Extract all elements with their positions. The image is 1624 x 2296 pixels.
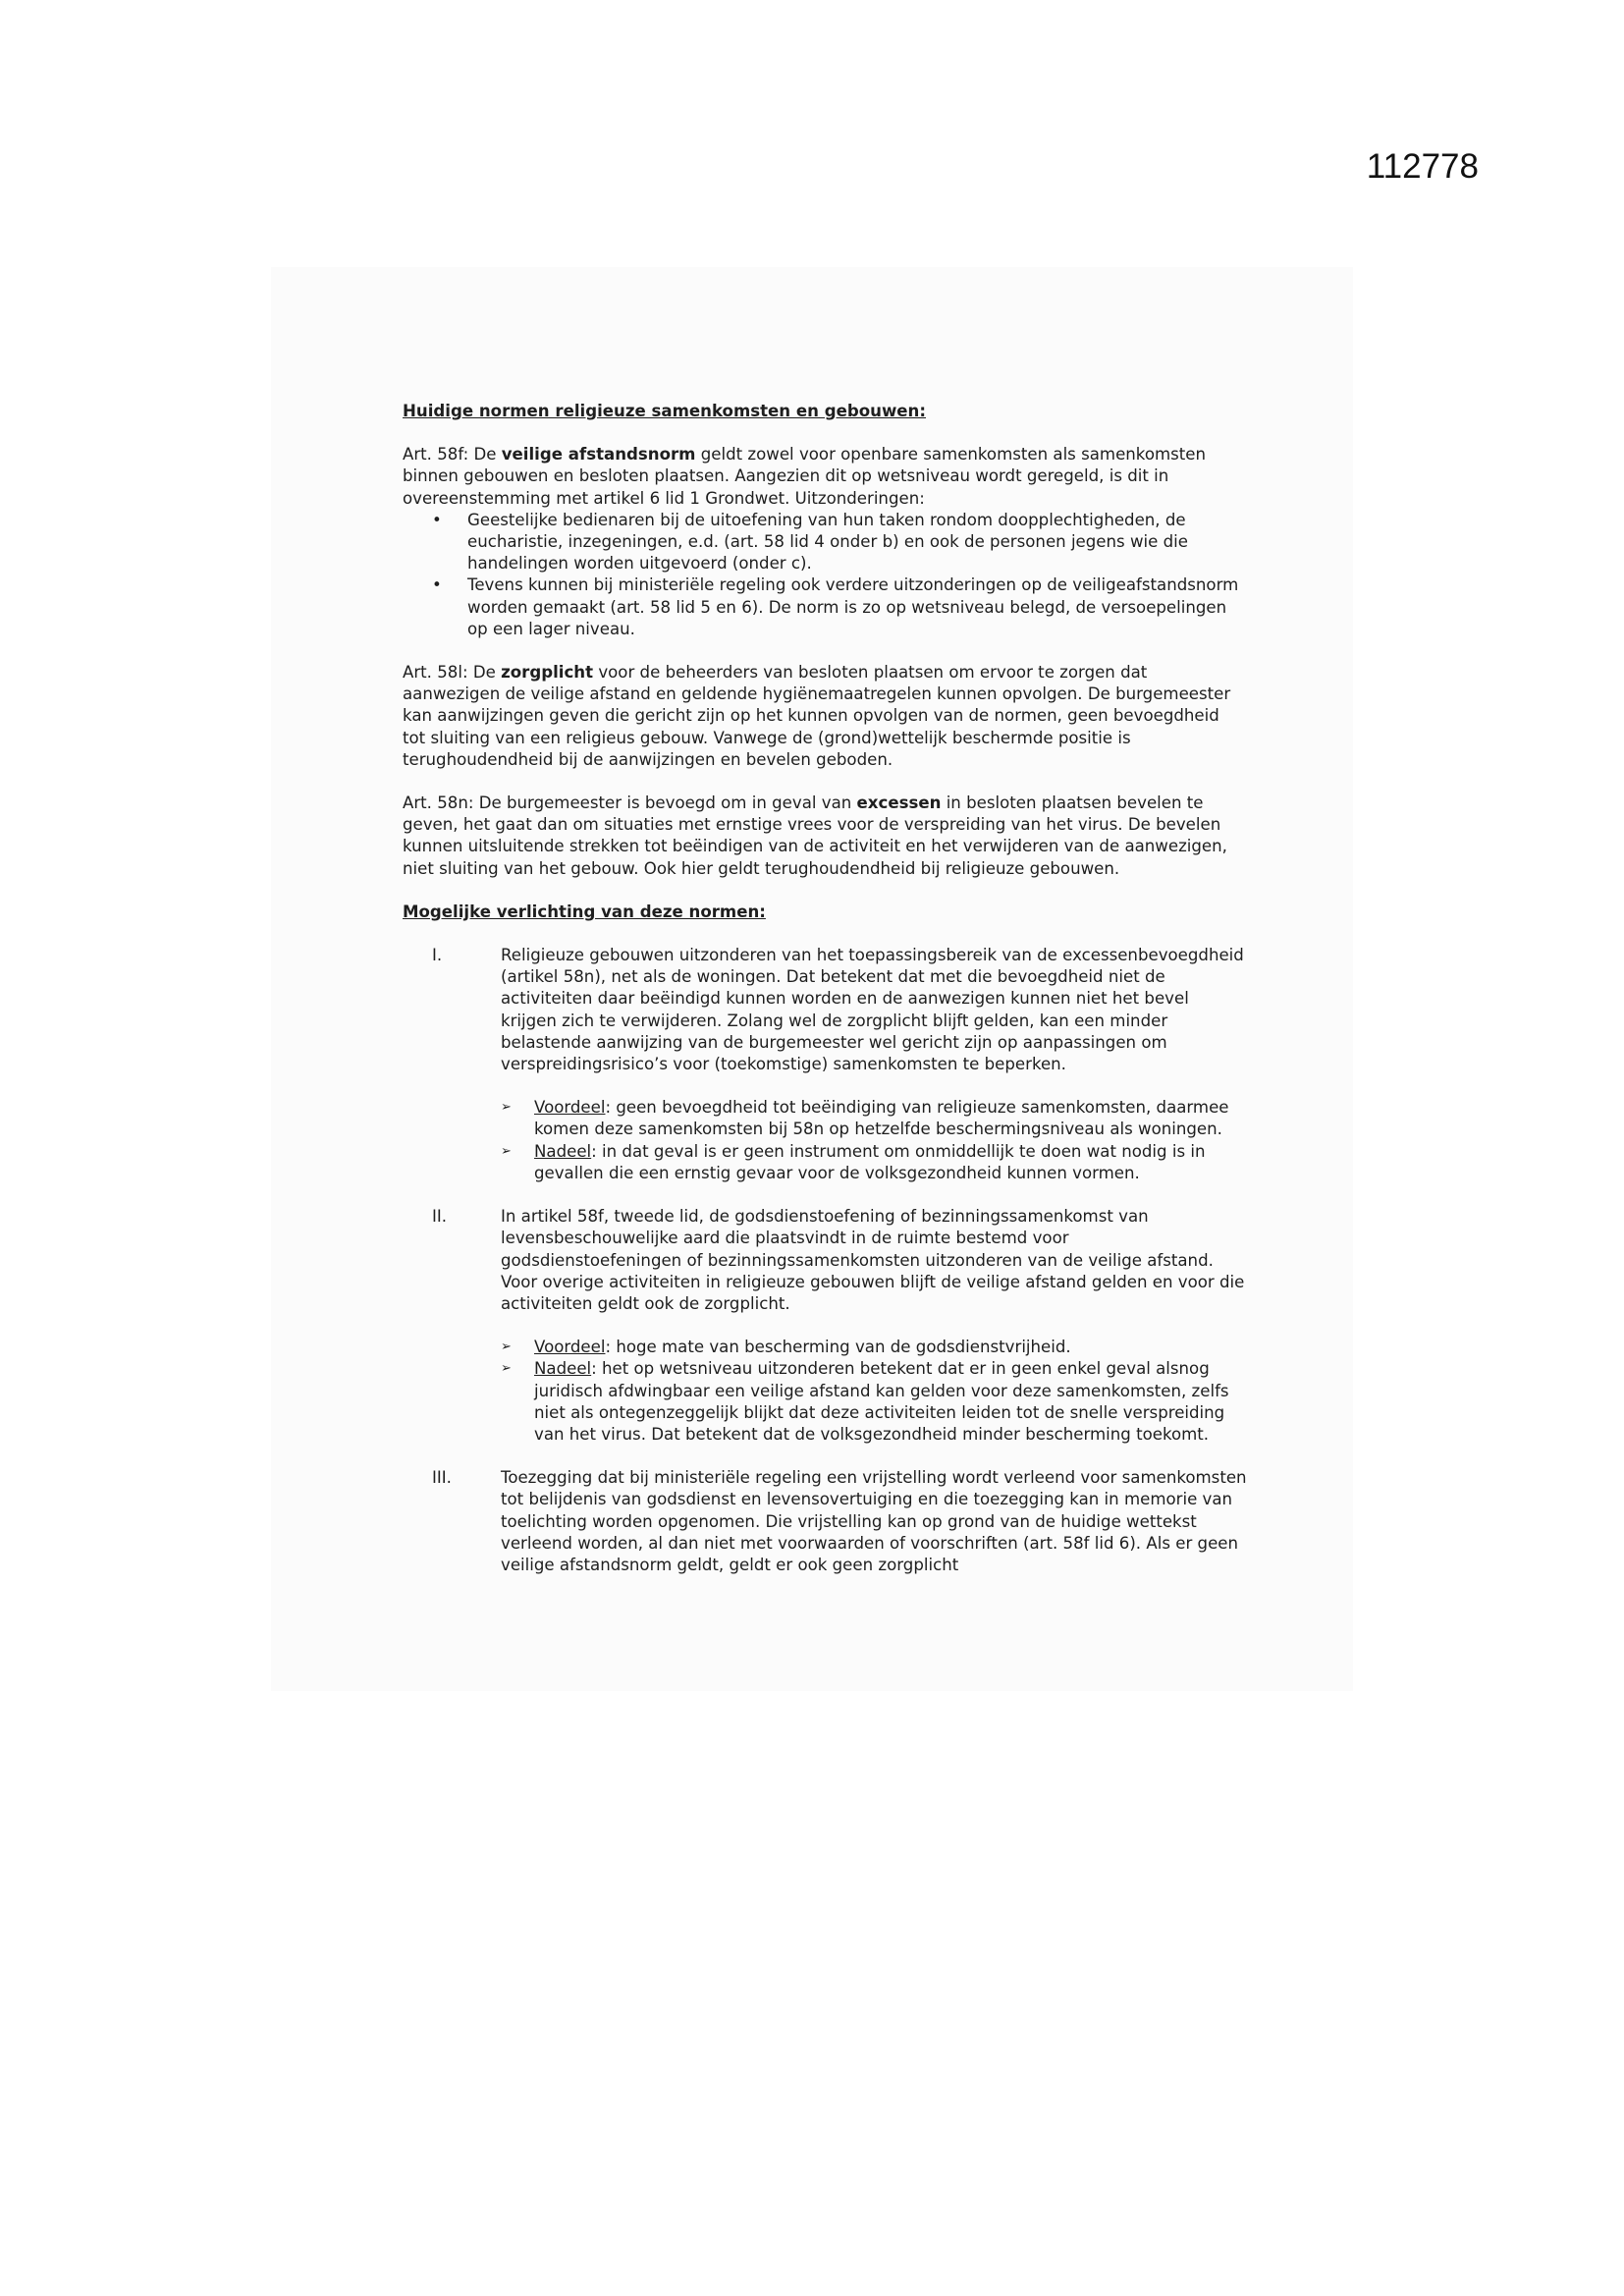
document-number: 112778 bbox=[1366, 147, 1479, 186]
document-body bbox=[403, 401, 1247, 1598]
pro-label: Voordeel bbox=[534, 1098, 606, 1118]
option-number: II. bbox=[432, 1207, 448, 1227]
con-text: : in dat geval is er geen instrument om onmiddellijk te doen wat nodig is in gevallen die een ernstig gevaar voor de volksgezondheid kunnen vormen. bbox=[534, 1141, 1206, 1182]
pro-label: Voordeel bbox=[534, 1338, 606, 1357]
arrow-bullet-icon: ➢ bbox=[501, 1339, 512, 1355]
option-item-2 bbox=[403, 1206, 1247, 1446]
art-58n-intro: Art. 58n: De burgemeester is bevoegd om in geval van bbox=[403, 793, 857, 813]
art-58n-text: in besloten plaatsen bevelen te geven, het gaat dan om situaties met ernstige vrees voor de verspreiding van het virus. De bevelen kunnen uitsluitende strekken tot beëindigen van de activiteit en het verwijderen van de aanwezigen, niet sluiting van het gebouw. Ook hier geldt terughoudendheid bij religieuze gebouwen. bbox=[403, 793, 1227, 878]
section-heading-possible-relief: Mogelijke verlichting van deze normen: bbox=[403, 902, 766, 921]
con-item bbox=[501, 1358, 1247, 1446]
paragraph-art-58f bbox=[403, 444, 1247, 640]
bullet-icon: • bbox=[432, 510, 442, 529]
options-list bbox=[403, 945, 1247, 1576]
list-item-text: Geestelijke bedienaren bij de uitoefening van hun taken rondom doopplechtigheden, de eucharistie, inzegeningen, e.d. (art. 58 lid 4 onder b) en ook de personen jegens wie die handelingen worden uitgevoerd (onder c). bbox=[467, 510, 1188, 574]
option-item-1 bbox=[403, 945, 1247, 1184]
list-item-text: Tevens kunnen bij ministeriële regeling ook verdere uitzonderingen op de veiligeafstandsnorm worden gemaakt (art. 58 lid 5 en 6). De norm is zo op wetsniveau belegd, de versoepelingen op een lager niveau. bbox=[467, 575, 1239, 638]
art-58f-text: geldt zowel voor openbare samenkomsten als samenkomsten binnen gebouwen en besloten plaatsen. Aangezien dit op wetsniveau wordt geregeld, is dit in overeenstemming met artikel 6 lid 1 Grondwet. Uitzonderingen: bbox=[403, 445, 1207, 508]
con-label: Nadeel bbox=[534, 1141, 592, 1161]
paragraph-art-58n bbox=[403, 793, 1247, 880]
pro-text: : hoge mate van bescherming van de godsdienstvrijheid. bbox=[605, 1338, 1071, 1357]
bullet-icon: • bbox=[432, 575, 442, 595]
exceptions-list bbox=[403, 510, 1247, 640]
option-text: In artikel 58f, tweede lid, de godsdienstoefening of bezinningssamenkomst van levensbeschouwelijke aard die plaatsvindt in de ruimte bestemd voor godsdienstoefeningen of bezinningssamenkomsten uitzonderen van de veilige afstand. Voor overige activiteiten in religieuze gebouwen blijft de veilige afstand gelden en voor die activiteiten geldt ook de zorgplicht. bbox=[501, 1207, 1245, 1313]
art-58f-bold-term: veilige afstandsnorm bbox=[501, 445, 696, 465]
option-item-3 bbox=[403, 1467, 1247, 1576]
pro-item bbox=[501, 1337, 1247, 1358]
option-number: III. bbox=[432, 1468, 452, 1488]
con-text: : het op wetsniveau uitzonderen betekent dat er in geen enkel geval alsnog juridisch afdwingbaar een veilige afstand kan gelden voor deze samenkomsten, zelfs niet als ontegenzeggelijk blijkt dat deze activiteiten leiden tot de snelle verspreiding van het virus. Dat betekent dat de volksgezondheid minder bescherming toekomt. bbox=[534, 1359, 1229, 1444]
con-item bbox=[501, 1141, 1247, 1184]
arrow-bullet-icon: ➢ bbox=[501, 1361, 512, 1377]
arrow-bullet-icon: ➢ bbox=[501, 1100, 512, 1116]
pro-item bbox=[501, 1097, 1247, 1140]
pro-text: : geen bevoegdheid tot beëindiging van religieuze samenkomsten, daarmee komen deze samenkomsten bij 58n op hetzelfde beschermingsniveau als woningen. bbox=[534, 1098, 1229, 1139]
pros-cons-list bbox=[501, 1097, 1247, 1184]
art-58l-text: voor de beheerders van besloten plaatsen om ervoor te zorgen dat aanwezigen de veilige afstand en geldende hygiënemaatregelen kunnen opvolgen. De burgemeester kan aanwijzingen geven die gericht zijn op het kunnen opvolgen van de normen, geen bevoegdheid tot sluiting van een religieus gebouw. Vanwege de (grond)wettelijk beschermde positie is terughoudendheid bij de aanwijzingen en bevelen geboden. bbox=[403, 663, 1231, 769]
section-heading-current-norms: Huidige normen religieuze samenkomsten en gebouwen: bbox=[403, 402, 927, 420]
option-text: Toezegging dat bij ministeriële regeling een vrijstelling wordt verleend voor samenkomsten tot belijdenis van godsdienst en levensovertuiging en die toezegging kan in memorie van toelichting worden opgenomen. Die vrijstelling kan op grond van de huidige wettekst verleend worden, al dan niet met voorwaarden of voorschriften (art. 58f lid 6). Als er geen veilige afstandsnorm geldt, geldt er ook geen zorgplicht bbox=[501, 1468, 1247, 1574]
list-item bbox=[403, 574, 1247, 640]
paragraph-art-58l bbox=[403, 662, 1247, 771]
art-58l-bold-term: zorgplicht bbox=[501, 663, 594, 683]
option-number: I. bbox=[432, 946, 443, 965]
pros-cons-list bbox=[501, 1337, 1247, 1446]
option-text: Religieuze gebouwen uitzonderen van het toepassingsbereik van de excessenbevoegdheid (artikel 58n), net als de woningen. Dat betekent dat met die bevoegdheid niet de activiteiten daar beëindigd kunnen worden en de aanwezigen kunnen niet het bevel krijgen zich te verwijderen. Zolang wel de zorgplicht blijft gelden, kan een minder belastende aanwijzing van de burgemeester wel gericht zijn op aanpassingen om verspreidingsrisico’s voor (toekomstige) samenkomsten te beperken. bbox=[501, 946, 1244, 1074]
list-item bbox=[403, 510, 1247, 575]
art-58n-bold-term: excessen bbox=[856, 793, 942, 813]
art-58f-intro: Art. 58f: De bbox=[403, 445, 502, 465]
arrow-bullet-icon: ➢ bbox=[501, 1143, 512, 1159]
con-label: Nadeel bbox=[534, 1359, 592, 1379]
art-58l-intro: Art. 58l: De bbox=[403, 663, 502, 683]
